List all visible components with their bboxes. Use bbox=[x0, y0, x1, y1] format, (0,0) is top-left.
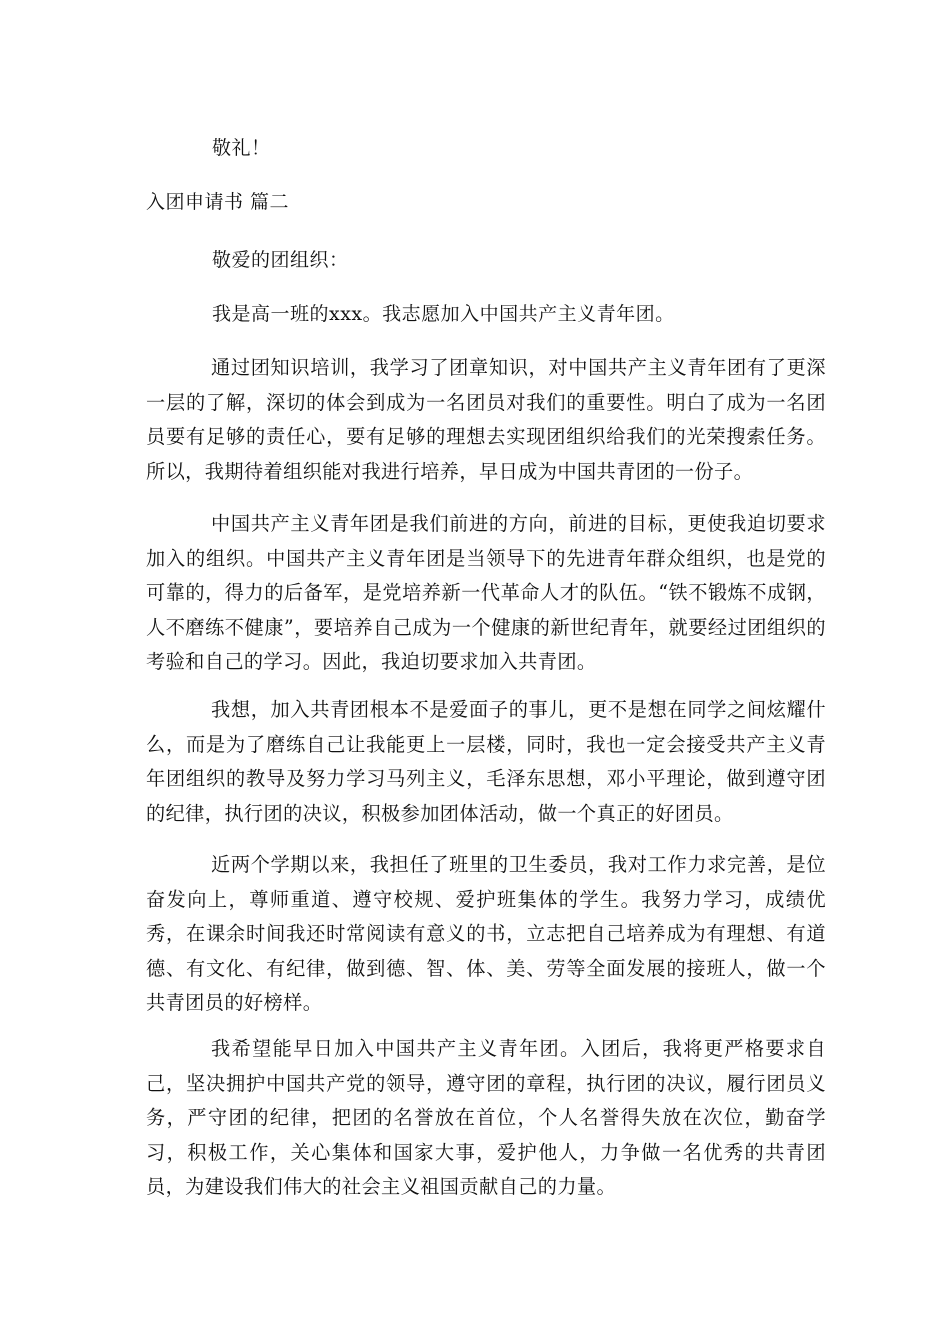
section-title: 入团申请书 篇二 bbox=[146, 191, 290, 213]
closing-line: 敬礼！ bbox=[212, 137, 271, 159]
paragraph-direction: 中国共产主义青年团是我们前进的方向，前进的目标，更使我迫切要求加入的组织。中国共产主义青年团是当领导下的先进青年群众组织，也是党的可靠的，得力的后备军，是党培养新一代革命人才的队伍。“铁不锻炼不成钢，人不磨练不健康”，要培养自己成为一个健康的新世纪青年，就要经过团组织的考验和自己的学习。因此，我迫切要求加入共青团。 bbox=[146, 512, 826, 674]
paragraph-achievements: 近两个学期以来，我担任了班里的卫生委员，我对工作力求完善，是位奋发向上，尊师重道、遵守校规、爱护班集体的学生。我努力学习，成绩优秀，在课余时间我还时常阅读有意义的书，立志把自己培养成为有理想、有道德、有文化、有纪律，做到德、智、体、美、劳等全面发展的接班人，做一个共青团员的好榜样。 bbox=[146, 853, 826, 1015]
paragraph-motivation: 我想，加入共青团根本不是爱面子的事儿，更不是想在同学之间炫耀什么，而是为了磨练自己让我能更上一层楼，同时，我也一定会接受共产主义青年团组织的教导及努力学习马列主义，毛泽东思想，邓小平理论，做到遵守团的纪律，执行团的决议，积极参加团体活动，做一个真正的好团员。 bbox=[146, 698, 826, 825]
salutation: 敬爱的团组织： bbox=[212, 249, 349, 271]
paragraph-intro: 我是高一班的xxx。我志愿加入中国共产主义青年团。 bbox=[212, 303, 675, 325]
paragraph-training: 通过团知识培训，我学习了团章知识，对中国共产主义青年团有了更深一层的了解，深切的体会到成为一名团员对我们的重要性。明白了成为一名团员要有足够的责任心，要有足够的理想去实现团组织给我们的光荣搜索任务。所以，我期待着组织能对我进行培养，早日成为中国共青团的一份子。 bbox=[146, 356, 826, 483]
paragraph-commitment: 我希望能早日加入中国共产主义青年团。入团后，我将更严格要求自己，坚决拥护中国共产党的领导，遵守团的章程，执行团的决议，履行团员义务，严守团的纪律，把团的名誉放在首位，个人名誉得失放在次位，勤奋学习，积极工作，关心集体和国家大事，爱护他人，力争做一名优秀的共青团员，为建设我们伟大的社会主义祖国贡献自己的力量。 bbox=[146, 1037, 826, 1199]
